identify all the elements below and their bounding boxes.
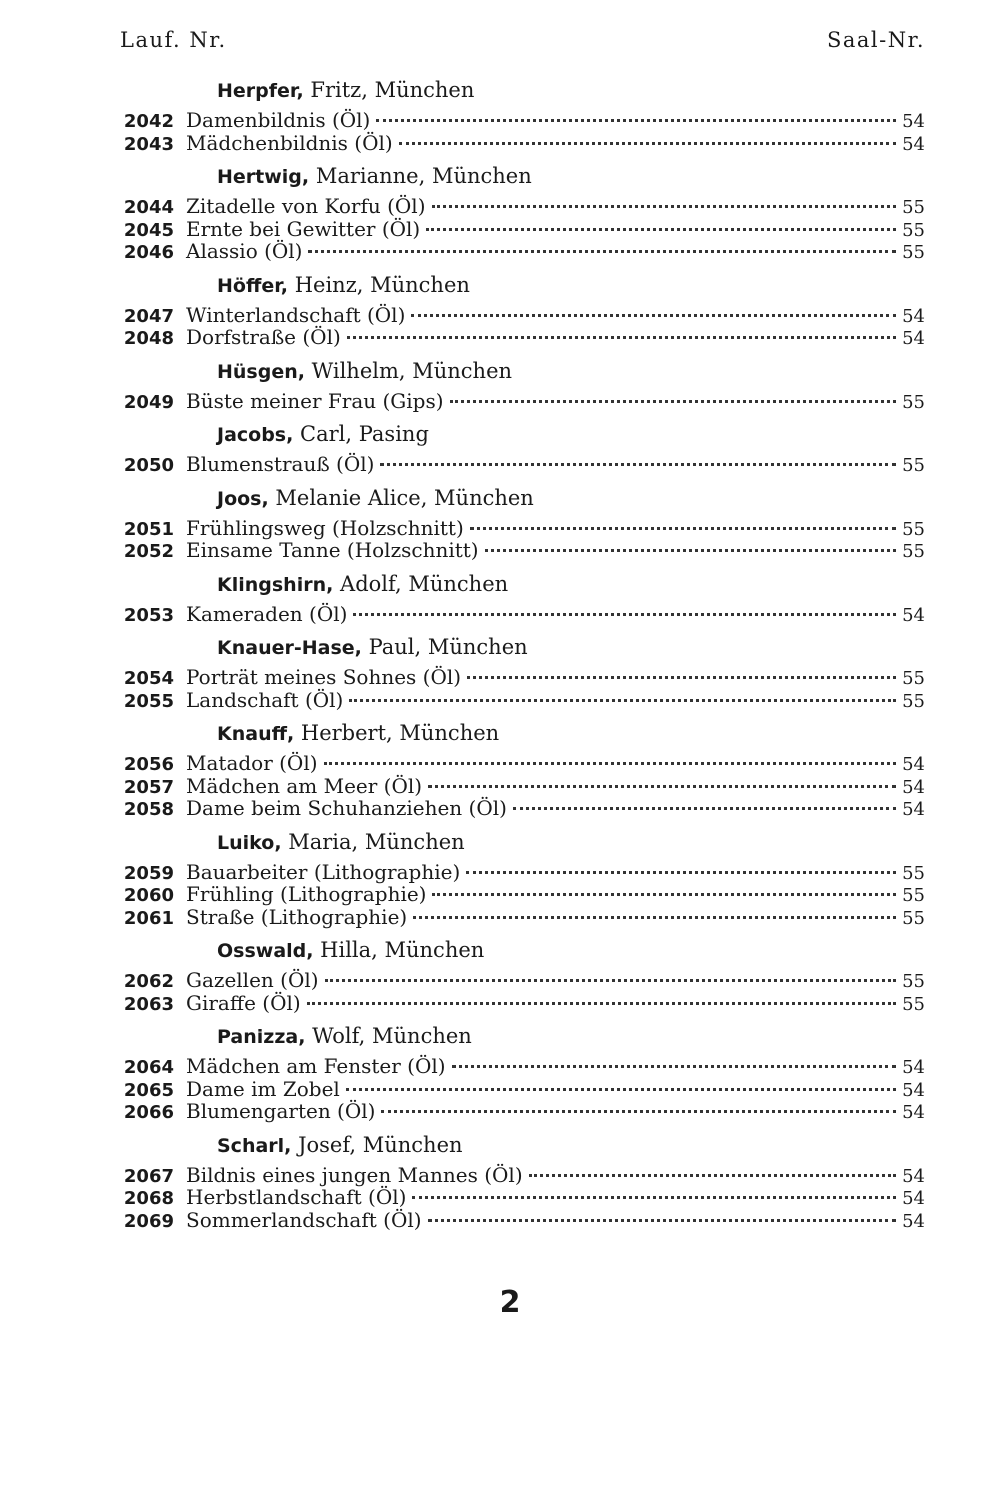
entry-saal-number: 54 [902,1165,925,1187]
catalog-entry [110,969,925,992]
artist-surname: Klingshirn, [217,573,334,596]
catalog-entry [110,195,925,218]
dot-leader [399,142,896,145]
artist-list [110,74,925,1231]
catalog-page [110,28,925,1231]
entry-number: 2064 [123,1057,174,1078]
entry-number: 2046 [123,242,174,263]
artist-heading [217,269,925,302]
entry-saal-number: 54 [902,305,925,327]
entry-number: 2058 [123,799,174,820]
artist-surname: Osswald, [217,940,314,962]
dot-leader [308,250,896,253]
entry-saal-number: 54 [902,1079,925,1101]
artist-details: Carl, Pasing [300,422,429,446]
catalog-entry [110,1164,925,1187]
entry-saal-number: 54 [902,1102,925,1123]
artist-details: Maria, München [288,829,465,854]
entry-saal-number: 55 [902,219,925,241]
entry-title: Alassio (Öl) [186,239,303,263]
dot-leader [467,676,896,679]
artist-surname: Luiko, [217,831,282,854]
entry-title: Sommerlandschaft (Öl) [186,1207,422,1232]
entry-number: 2043 [123,133,174,155]
dot-leader [450,400,897,403]
entry-number: 2054 [123,668,174,689]
entry-title: Bildnis eines jungen Mannes (Öl) [186,1162,523,1187]
dot-leader [346,1088,896,1091]
artist-heading [217,355,925,388]
catalog-entry [110,775,925,798]
catalog-entry [110,326,925,349]
catalog-entry [110,390,925,413]
entry-saal-number: 55 [902,242,925,263]
entry-saal-number: 55 [902,541,925,562]
artist-heading [217,934,925,967]
entry-title: Porträt meines Sohnes (Öl) [186,665,462,689]
entry-saal-number: 54 [902,133,925,155]
artist-surname: Höffer, [217,274,289,297]
entry-number: 2044 [123,197,174,218]
entry-saal-number: 54 [902,328,925,349]
dot-leader [426,228,896,231]
catalog-entry [110,603,925,626]
catalog-entry [110,883,925,906]
entry-saal-number: 54 [902,776,925,798]
header-lauf-nr: Lauf. Nr. [120,28,227,52]
catalog-entry [110,752,925,775]
entry-number: 2047 [123,305,174,327]
catalog-entry [110,861,925,884]
entry-title: Ernte bei Gewitter (Öl) [186,216,421,241]
dot-leader [432,893,896,896]
catalog-entry [110,109,925,132]
entry-number: 2055 [123,690,174,712]
entry-title: Bauarbeiter (Lithographie) [186,859,461,884]
entry-number: 2050 [123,455,174,476]
artist-heading [217,631,925,664]
entry-saal-number: 55 [902,197,925,218]
entry-title: Landschaft (Öl) [186,687,344,712]
catalog-entry [110,453,925,476]
artist-details: Hilla, München [320,938,485,962]
page-number: 2 [499,1285,521,1320]
entry-saal-number: 54 [902,799,925,820]
entry-title: Giraffe (Öl) [186,990,301,1015]
dot-leader [470,527,896,530]
artist-details: Josef, München [298,1132,463,1157]
catalog-entry [110,1055,925,1078]
artist-details: Adolf, München [340,571,509,596]
entry-title: Frühling (Lithographie) [186,882,427,906]
entry-title: Zitadelle von Korfu (Öl) [186,194,426,218]
entry-saal-number: 54 [902,754,925,775]
dot-leader [353,613,896,616]
artist-surname: Hüsgen, [217,360,305,383]
entry-title: Dame im Zobel [186,1076,340,1101]
entry-number: 2042 [123,111,174,132]
dot-leader [428,1219,897,1222]
entry-title: Mädchen am Meer (Öl) [186,773,423,798]
entry-title: Herbstlandschaft (Öl) [186,1185,407,1209]
entry-title: Mädchen am Fenster (Öl) [186,1054,446,1078]
artist-surname: Jacobs, [217,424,294,446]
catalog-entry [110,517,925,540]
artist-surname: Herpfer, [217,80,304,102]
artist-surname: Knauff, [217,723,295,745]
catalog-entry [110,797,925,820]
dot-leader [432,205,897,208]
catalog-entry [110,1100,925,1123]
entry-title: Frühlingsweg (Holzschnitt) [186,515,464,540]
artist-details: Fritz, München [310,78,475,102]
artist-heading [217,1020,925,1053]
entry-number: 2061 [123,907,174,929]
entry-number: 2052 [123,541,174,562]
entry-saal-number: 55 [902,391,925,413]
catalog-entry [110,906,925,929]
artist-details: Herbert, München [300,721,500,745]
entry-saal-number: 55 [902,862,925,884]
catalog-entry [110,218,925,241]
artist-details: Wolf, München [312,1024,472,1048]
catalog-entry [110,304,925,327]
artist-details: Heinz, München [294,272,470,297]
artist-heading [217,826,925,859]
dot-leader [347,336,896,339]
dot-leader [428,785,896,788]
dot-leader [485,549,896,552]
entry-saal-number: 55 [902,690,925,712]
entry-saal-number: 55 [902,668,925,689]
entry-number: 2051 [123,518,174,540]
entry-number: 2060 [123,885,174,906]
artist-surname: Panizza, [217,1026,306,1048]
catalog-entry [110,689,925,712]
artist-heading [217,1129,925,1162]
artist-surname: Hertwig, [217,166,310,188]
entry-saal-number: 54 [902,1057,925,1078]
catalog-entry [110,1186,925,1209]
entry-title: Einsame Tanne (Holzschnitt) [186,538,479,562]
entry-saal-number: 54 [902,604,925,626]
artist-heading [217,74,925,107]
column-header [120,28,925,68]
dot-leader [325,979,897,982]
entry-number: 2059 [123,862,174,884]
entry-title: Kameraden (Öl) [186,601,348,626]
entry-number: 2057 [123,776,174,798]
entry-saal-number: 55 [902,455,925,476]
entry-title: Büste meiner Frau (Gips) [186,388,444,413]
artist-details: Paul, München [368,635,528,659]
entry-title: Matador (Öl) [186,751,318,775]
entry-number: 2049 [123,391,174,413]
dot-leader [411,314,896,317]
entry-saal-number: 55 [902,993,925,1015]
artist-heading [217,568,925,601]
entry-title: Gazellen (Öl) [186,968,319,992]
artist-surname: Knauer-Hase, [217,637,362,659]
entry-title: Mädchenbildnis (Öl) [186,130,393,155]
catalog-entry [110,1078,925,1101]
dot-leader [380,463,896,466]
entry-number: 2063 [123,993,174,1015]
catalog-entry [110,132,925,155]
dot-leader [324,762,897,765]
entry-title: Straße (Lithographie) [186,904,408,929]
entry-number: 2065 [123,1079,174,1101]
entry-saal-number: 55 [902,971,925,992]
catalog-entry [110,666,925,689]
artist-details: Wilhelm, München [311,358,513,383]
entry-number: 2062 [123,971,174,992]
artist-heading [217,160,925,193]
dot-leader [349,699,896,702]
artist-details: Melanie Alice, München [275,485,534,510]
entry-saal-number: 55 [902,907,925,929]
artist-surname: Scharl, [217,1134,292,1157]
entry-number: 2067 [123,1165,174,1187]
artist-surname: Joos, [217,487,269,510]
artist-heading [217,717,925,750]
entry-title: Dorfstraße (Öl) [186,325,341,349]
entry-number: 2069 [123,1210,174,1232]
dot-leader [452,1065,897,1068]
entry-saal-number: 55 [902,885,925,906]
entry-number: 2066 [123,1102,174,1123]
entry-saal-number: 54 [902,111,925,132]
entry-saal-number: 55 [902,518,925,540]
catalog-entry [110,1209,925,1232]
entry-saal-number: 54 [902,1210,925,1232]
dot-leader [466,871,896,874]
header-saal-nr: Saal-Nr. [826,28,925,52]
entry-number: 2068 [123,1188,174,1209]
entry-number: 2045 [123,219,174,241]
entry-title: Blumengarten (Öl) [186,1099,376,1123]
entry-title: Damenbildnis (Öl) [186,108,371,132]
artist-heading [217,418,925,451]
entry-title: Dame beim Schuhanziehen (Öl) [186,796,507,820]
catalog-entry [110,539,925,562]
entry-title: Winterlandschaft (Öl) [186,302,406,327]
artist-details: Marianne, München [315,164,532,188]
entry-number: 2056 [123,754,174,775]
dot-leader [529,1174,896,1177]
dot-leader [376,119,896,122]
artist-heading [217,482,925,515]
catalog-entry [110,240,925,263]
dot-leader [513,807,896,810]
entry-saal-number: 54 [902,1188,925,1209]
entry-number: 2053 [123,604,174,626]
entry-title: Blumenstrauß (Öl) [186,452,375,476]
entry-number: 2048 [123,328,174,349]
dot-leader [381,1110,896,1113]
catalog-entry [110,992,925,1015]
dot-leader [307,1002,896,1005]
dot-leader [412,1196,896,1199]
dot-leader [413,916,896,919]
